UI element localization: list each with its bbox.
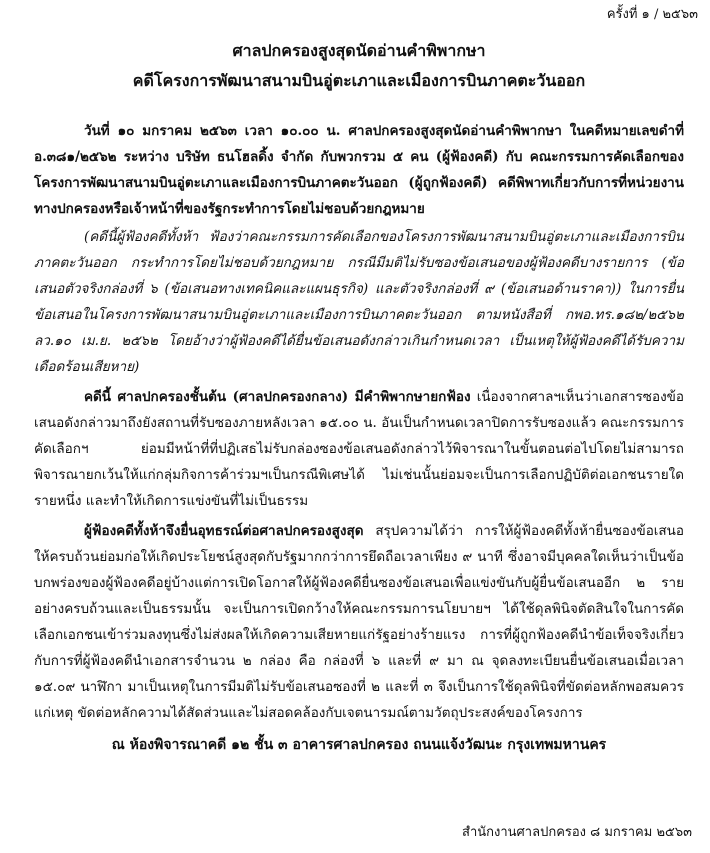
title-line-1: ศาลปกครองสูงสุดนัดอ่านคำพิพากษา (232, 41, 486, 60)
case-summary-paragraph: (คดีนี้ผู้ฟ้องคดีทั้งห้า ฟ้องว่าคณะกรรมการคัดเลือกของโครงการพัฒนาสนามบินอู่ตะเภาและเมืองการบินภาคตะวันออก กระทำการโดยไม่ชอบด้วยกฎหมาย กรณีมีมติไม่รับซองข้อเสนอของผู้ฟ้องคดีบางรายการ (ข้อเสนอตัวจริงกล่องที่ ๖ (ข้อเสนอทางเทคนิคและแผนธุรกิจ) และตัวจริงกล่องที่ ๙ (ข้อเสนอด้านราคา)) ในการยื่นข้อเสนอในโครงการพัฒนาสนามบินอู่ตะเภาและเมืองการบินภาคตะวันออก ตามหนังสือที่ กพอ.ทร.๑๘๒/๒๕๖๒ ลว.๑๐ เม.ย. ๒๕๖๒ โดยอ้างว่าผู้ฟ้องคดีได้ยื่นข้อเสนอดังกล่าวเกินกำหนดเวลา เป็นเหตุให้ผู้ฟ้องคดีได้รับความเดือดร้อนเสียหาย) (34, 229, 684, 375)
footer-issuer-date: สำนักงานศาลปกครอง ๘ มกราคม ๒๕๖๓ (462, 825, 692, 840)
appeal-body: สรุปความได้ว่า การให้ผู้ฟ้องคดีทั้งห้ายื่นซองข้อเสนอให้ครบถ้วนย่อมก่อให้เกิดประโยชน์สูงสุดกับรัฐมากกว่าการยึดถือเวลาเพียง ๙ นาที ซึ่งอาจมีบุคคลใดเห็นว่าเป็นข้อบกพร่องของผู้ฟ้องคดีอยู่บ้างแต่การเปิดโอกาสให้ผู้ฟ้องคดียื่นซองข้อเสนอเพื่อแข่งขันกับผู้ยื่นข้อเสนออีก ๒ ราย อย่างครบถ้วนและเป็นธรรมนั้น จะเป็นการเปิดกว้างให้คณะกรรมการนโยบายฯ ได้ใช้ดุลพินิจตัดสินใจในการคัดเลือกเอกชนเข้าร่วมลงทุนซึ่งไม่ส่งผลให้เกิดความเสียหายแก่รัฐอย่างร้ายแรง การที่ผู้ถูกฟ้องคดีนำข้อเท็จจริงเกี่ยวกับการที่ผู้ฟ้องคดีนำเอกสารจำนวน ๒ กล่อง คือ กล่องที่ ๖ และที่ ๙ มา ณ จุดลงทะเบียนยื่นข้อเสนอเมื่อเวลา ๑๕.๐๙ นาฬิกา มาเป็นเหตุในการมีมติไม่รับข้อเสนอซองที่ ๒ และที่ ๓ จึงเป็นการใช้ดุลพินิจที่ขัดต่อหลักพอสมควรแก่เหตุ ขัดต่อหลักความได้สัดส่วนและไม่สอดคล้องกับเจตนารมณ์ตามวัตถุประสงค์ของโครงการ (34, 523, 684, 721)
intro-paragraph: วันที่ ๑๐ มกราคม ๒๕๖๓ เวลา ๑๐.๐๐ น. ศาลปกครองสูงสุดนัดอ่านคำพิพากษา ในคดีหมายเลขดำที่ อ.๓๘๑/๒๕๖๒ ระหว่าง บริษัท ธนโฮลดิ้ง จำกัด กับพวกรวม ๕ คน (ผู้ฟ้องคดี) กับ คณะกรรมการคัดเลือกของโครงการพัฒนาสนามบินอู่ตะเภาและเมืองการบินภาคตะวันออก (ผู้ถูกฟ้องคดี) คดีพิพาทเกี่ยวกับการที่หน่วยงานทางปกครองหรือเจ้าหน้าที่ของรัฐกระทำการโดยไม่ชอบด้วยกฎหมาย (34, 123, 684, 217)
press-release (34, 0, 684, 758)
venue: ณ ห้องพิจารณาคดี ๑๒ ชั้น ๓ อาคารศาลปกครอง ถนนแจ้งวัฒนะ กรุงเทพมหานคร (111, 737, 607, 753)
lower-court-paragraph (34, 384, 684, 514)
page-number: ครั้งที่ ๑ / ๒๕๖๓ (606, 7, 698, 22)
lower-court-lead: คดีนี้ ศาลปกครองชั้นต้น (ศาลปกครองกลาง) มีคำพิพากษายกฟ้อง (84, 389, 471, 405)
appeal-paragraph (34, 518, 684, 726)
lower-court-body: เนื่องจากศาลฯเห็นว่าเอกสารซองข้อเสนอดังกล่าวมาถึงยังสถานที่รับซองภายหลังเวลา ๑๕.๐๐ น. อันเป็นกำหนดเวลาปิดการรับซองแล้ว คณะกรรมการคัดเลือกฯ ย่อมมีหน้าที่ที่ปฏิเสธไม่รับกล่องซองข้อเสนอดังกล่าวไว้พิจารณาในขั้นตอนต่อไปโดยไม่สามารถพิจารณายกเว้นให้แก่กลุ่มกิจการค้าร่วมฯเป็นกรณีพิเศษได้ ไม่เช่นนั้นย่อมจะเป็นการเลือกปฏิบัติต่อเอกชนรายใดรายหนึ่ง และทำให้เกิดการแข่งขันที่ไม่เป็นธรรม (34, 389, 684, 509)
title-line-2: คดีโครงการพัฒนาสนามบินอู่ตะเภาและเมืองการบินภาคตะวันออก (132, 71, 586, 90)
appeal-lead: ผู้ฟ้องคดีทั้งห้าจึงยื่นอุทธรณ์ต่อศาลปกครองสูงสุด (84, 523, 364, 539)
